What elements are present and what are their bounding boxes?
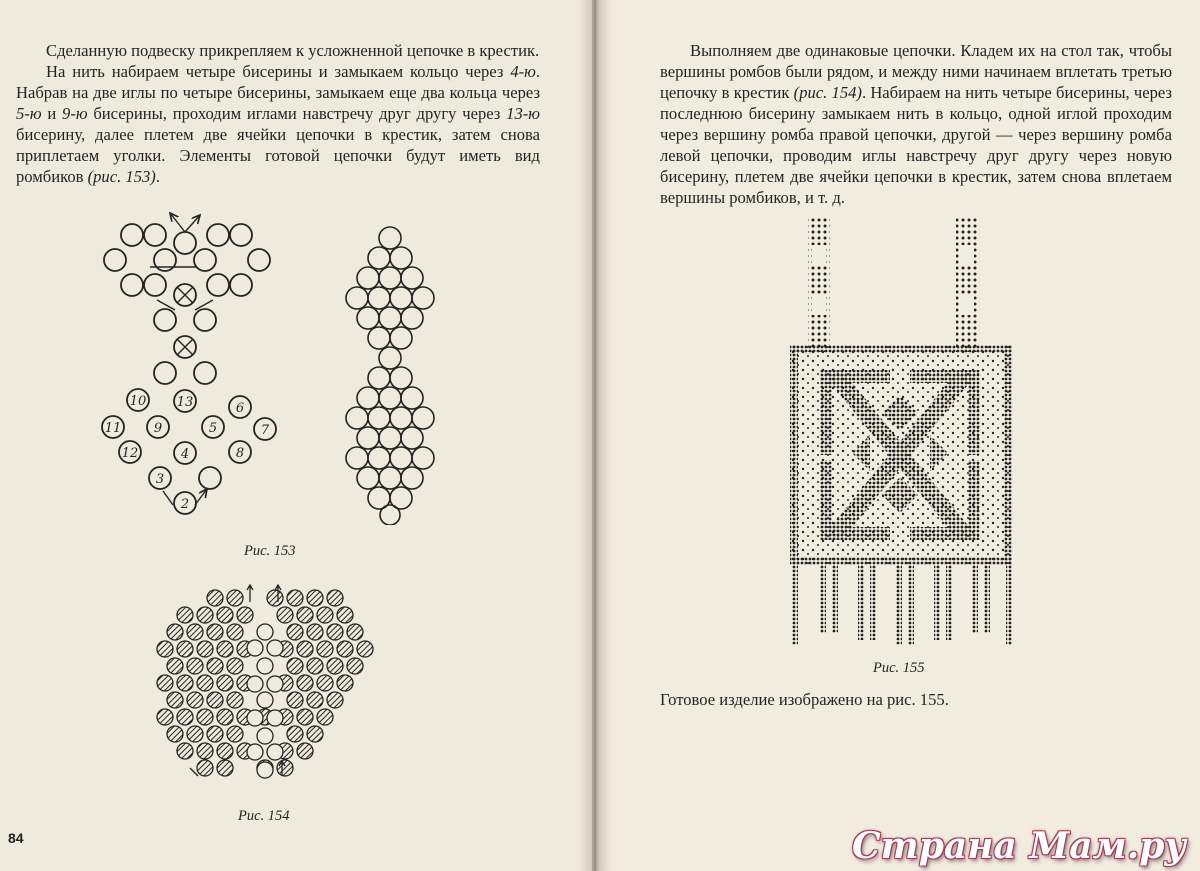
right-final-line: Готовое изделие изображено на рис. 155. xyxy=(660,690,949,709)
bead-number: 8 xyxy=(235,446,245,461)
bead-number: 10 xyxy=(129,394,147,409)
right-page-text xyxy=(660,40,1172,208)
right-paragraph-1: Выполняем две одинаковые цепочки. Кладем их на стол так, чтобы вершины ромбов были рядом, и между ними начинаем вплетать третью цепочку в крестик (рис. 154). Набираем на нить четыре бисерины, через последнюю бисерину замыкаем нить в кольцо, одной иглой проходим через вершину ромба правой цепочки, другой — через вершину ромба левой цепочки, проводим иглы навстречу друг другу через новую бисерину, плетем две ячейки цепочки в крестик, затем снова вплетаем вершины ромбиков, и т. д. xyxy=(660,41,1172,207)
bead-number: 3 xyxy=(155,472,165,487)
figure-155-finished-item xyxy=(780,205,1030,655)
caption-fig-153: Рис. 153 xyxy=(244,543,296,559)
bead-number: 2 xyxy=(180,497,190,512)
bead-number: 6 xyxy=(235,401,245,416)
figure-153-rhombus xyxy=(336,225,456,525)
bead-number: 11 xyxy=(104,421,122,436)
book-gutter xyxy=(578,0,612,871)
figure-153-chain-diagram xyxy=(95,205,295,525)
figure-154-hatched-beads xyxy=(150,580,390,790)
bead-number: 13 xyxy=(176,395,194,410)
caption-fig-154: Рис. 154 xyxy=(238,808,290,824)
left-page-text xyxy=(16,40,540,187)
caption-fig-155: Рис. 155 xyxy=(873,660,925,676)
bead-number: 12 xyxy=(121,446,139,461)
bead-number: 7 xyxy=(260,423,270,438)
bead-number: 4 xyxy=(180,447,190,462)
site-watermark: Страна Мам.ру xyxy=(852,825,1186,867)
left-paragraph-1: Сделанную подвеску прикрепляем к усложненной цепочке в крестик. xyxy=(46,41,540,60)
page-number: 84 xyxy=(8,830,24,846)
bead-number: 9 xyxy=(153,421,163,436)
left-paragraph-2: На нить набираем четыре бисерины и замыкаем кольцо через 4-ю. Набрав на две иглы по четыре бисерины, замыкаем еще два кольца через 5-ю и 9-ю бисерины, проходим иглами навстречу друг другу через 13-ю бисерину, далее плетем две ячейки цепочки в крестик, затем снова приплетаем уголки. Элементы готовой цепочки будут иметь вид ромбиков (рис. 153). xyxy=(16,62,540,186)
bead-number: 5 xyxy=(208,421,218,436)
